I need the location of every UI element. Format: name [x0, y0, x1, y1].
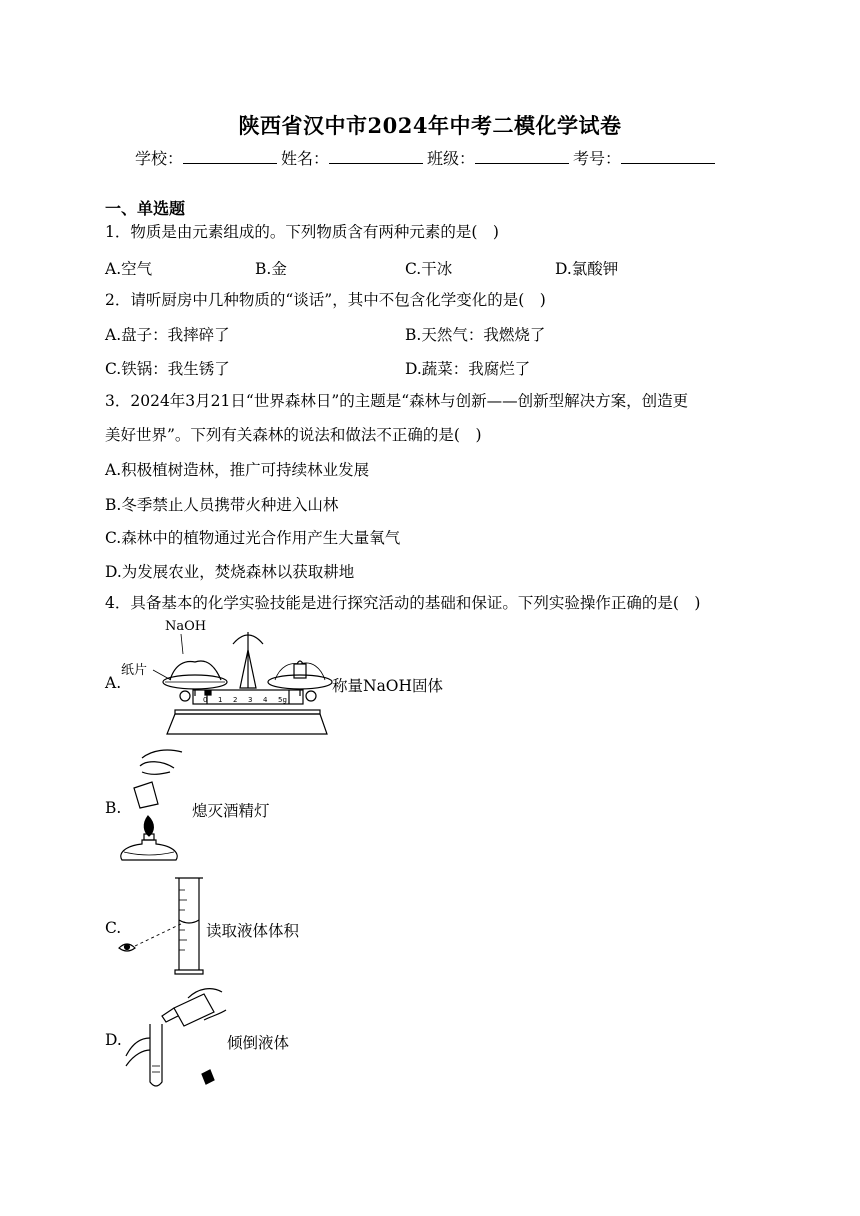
question-4-option-b-letter: B.	[105, 799, 122, 817]
question-3-option-b: B.冬季禁止人员携带火种进入山林	[105, 496, 339, 514]
paper-label: 纸片	[121, 663, 148, 678]
class-label: 班级：	[427, 149, 476, 168]
question-2-option-b: B.天然气：我燃烧了	[405, 326, 546, 344]
question-2-option-d: D.蔬菜：我腐烂了	[405, 360, 531, 378]
question-3-option-c: C.森林中的植物通过光合作用产生大量氧气	[105, 529, 401, 547]
hand	[140, 750, 182, 774]
exam-no-label: 考号：	[573, 149, 622, 168]
exam-no-blank	[621, 149, 715, 164]
question-1-stem: 1．物质是由元素组成的。下列物质含有两种元素的是( )	[105, 223, 499, 241]
scale-tick-2: 2	[233, 696, 238, 704]
lamp-cap	[134, 782, 158, 808]
student-info-row	[135, 146, 719, 169]
scale-tick-3: 3	[248, 696, 253, 704]
question-2-stem: 2．请听厨房中几种物质的“谈话”，其中不包含化学变化的是( )	[105, 291, 546, 309]
scale-tick-4: 4	[263, 696, 268, 704]
name-blank	[329, 149, 423, 164]
question-4-option-a-letter: A.	[105, 674, 122, 692]
graduated-cylinder-figure	[115, 876, 210, 978]
question-1-option-b: B.金	[255, 260, 287, 278]
reagent-bottle	[174, 994, 214, 1026]
name-label: 姓名：	[281, 149, 330, 168]
question-3-stem-line-2: 美好世界”。下列有关森林的说法和做法不正确的是( )	[105, 426, 482, 444]
question-1-option-a: A.空气	[105, 260, 153, 278]
scale-tick-0: 0	[203, 696, 208, 704]
test-tube	[150, 1024, 162, 1086]
question-1-option-c: C.干冰	[405, 260, 453, 278]
balance-base	[167, 714, 327, 734]
alcohol-lamp-figure	[112, 746, 197, 864]
balance-base-top	[175, 710, 320, 714]
school-blank	[183, 149, 277, 164]
bottle-stopper	[202, 1070, 214, 1084]
question-2-option-a: A.盘子：我摔碎了	[105, 326, 230, 344]
scale-tick-5g: 5g	[278, 696, 287, 704]
question-4-option-d-caption: 倾倒液体	[227, 1034, 290, 1052]
page-title: 陕西省汉中市2024年中考二模化学试卷	[238, 113, 622, 138]
question-1-option-d: D.氯酸钾	[555, 260, 619, 278]
question-3-stem-line-1: 3．2024年3月21日“世界森林日”的主题是“森林与创新——创新型解决方案，创造更	[105, 392, 689, 410]
naoh-label: NaOH	[165, 619, 207, 634]
class-blank	[475, 149, 569, 164]
sight-line	[135, 922, 185, 946]
right-pan	[268, 675, 332, 689]
meniscus	[179, 920, 199, 923]
question-4-option-b-caption: 熄灭酒精灯	[192, 802, 270, 820]
question-4-stem: 4．具备基本的化学实验技能是进行探究活动的基础和保证。下列实验操作正确的是( )	[105, 594, 701, 612]
question-3-option-a: A.积极植树造林，推广可持续林业发展	[105, 461, 370, 479]
school-label: 学校：	[135, 149, 184, 168]
section-heading: 一、单选题	[105, 199, 186, 218]
left-hand	[126, 1038, 150, 1066]
question-3-option-d: D.为发展农业，焚烧森林以获取耕地	[105, 563, 355, 581]
question-4-option-a-caption: 称量NaOH固体	[332, 677, 444, 695]
pouring-liquid-figure	[118, 986, 228, 1092]
cylinder-base	[175, 970, 203, 974]
naoh-heap	[170, 661, 221, 680]
question-2-option-c: C.铁锅：我生锈了	[105, 360, 230, 378]
balance-figure	[115, 619, 335, 742]
question-4-option-d-letter: D.	[105, 1031, 122, 1049]
scale-tick-1: 1	[218, 696, 223, 704]
flame	[144, 816, 153, 836]
weight	[294, 664, 306, 678]
question-4-option-c-caption: 读取液体体积	[206, 922, 300, 940]
question-4-option-c-letter: C.	[105, 919, 122, 937]
cylinder-walls	[179, 878, 199, 970]
lamp-body	[121, 840, 177, 860]
